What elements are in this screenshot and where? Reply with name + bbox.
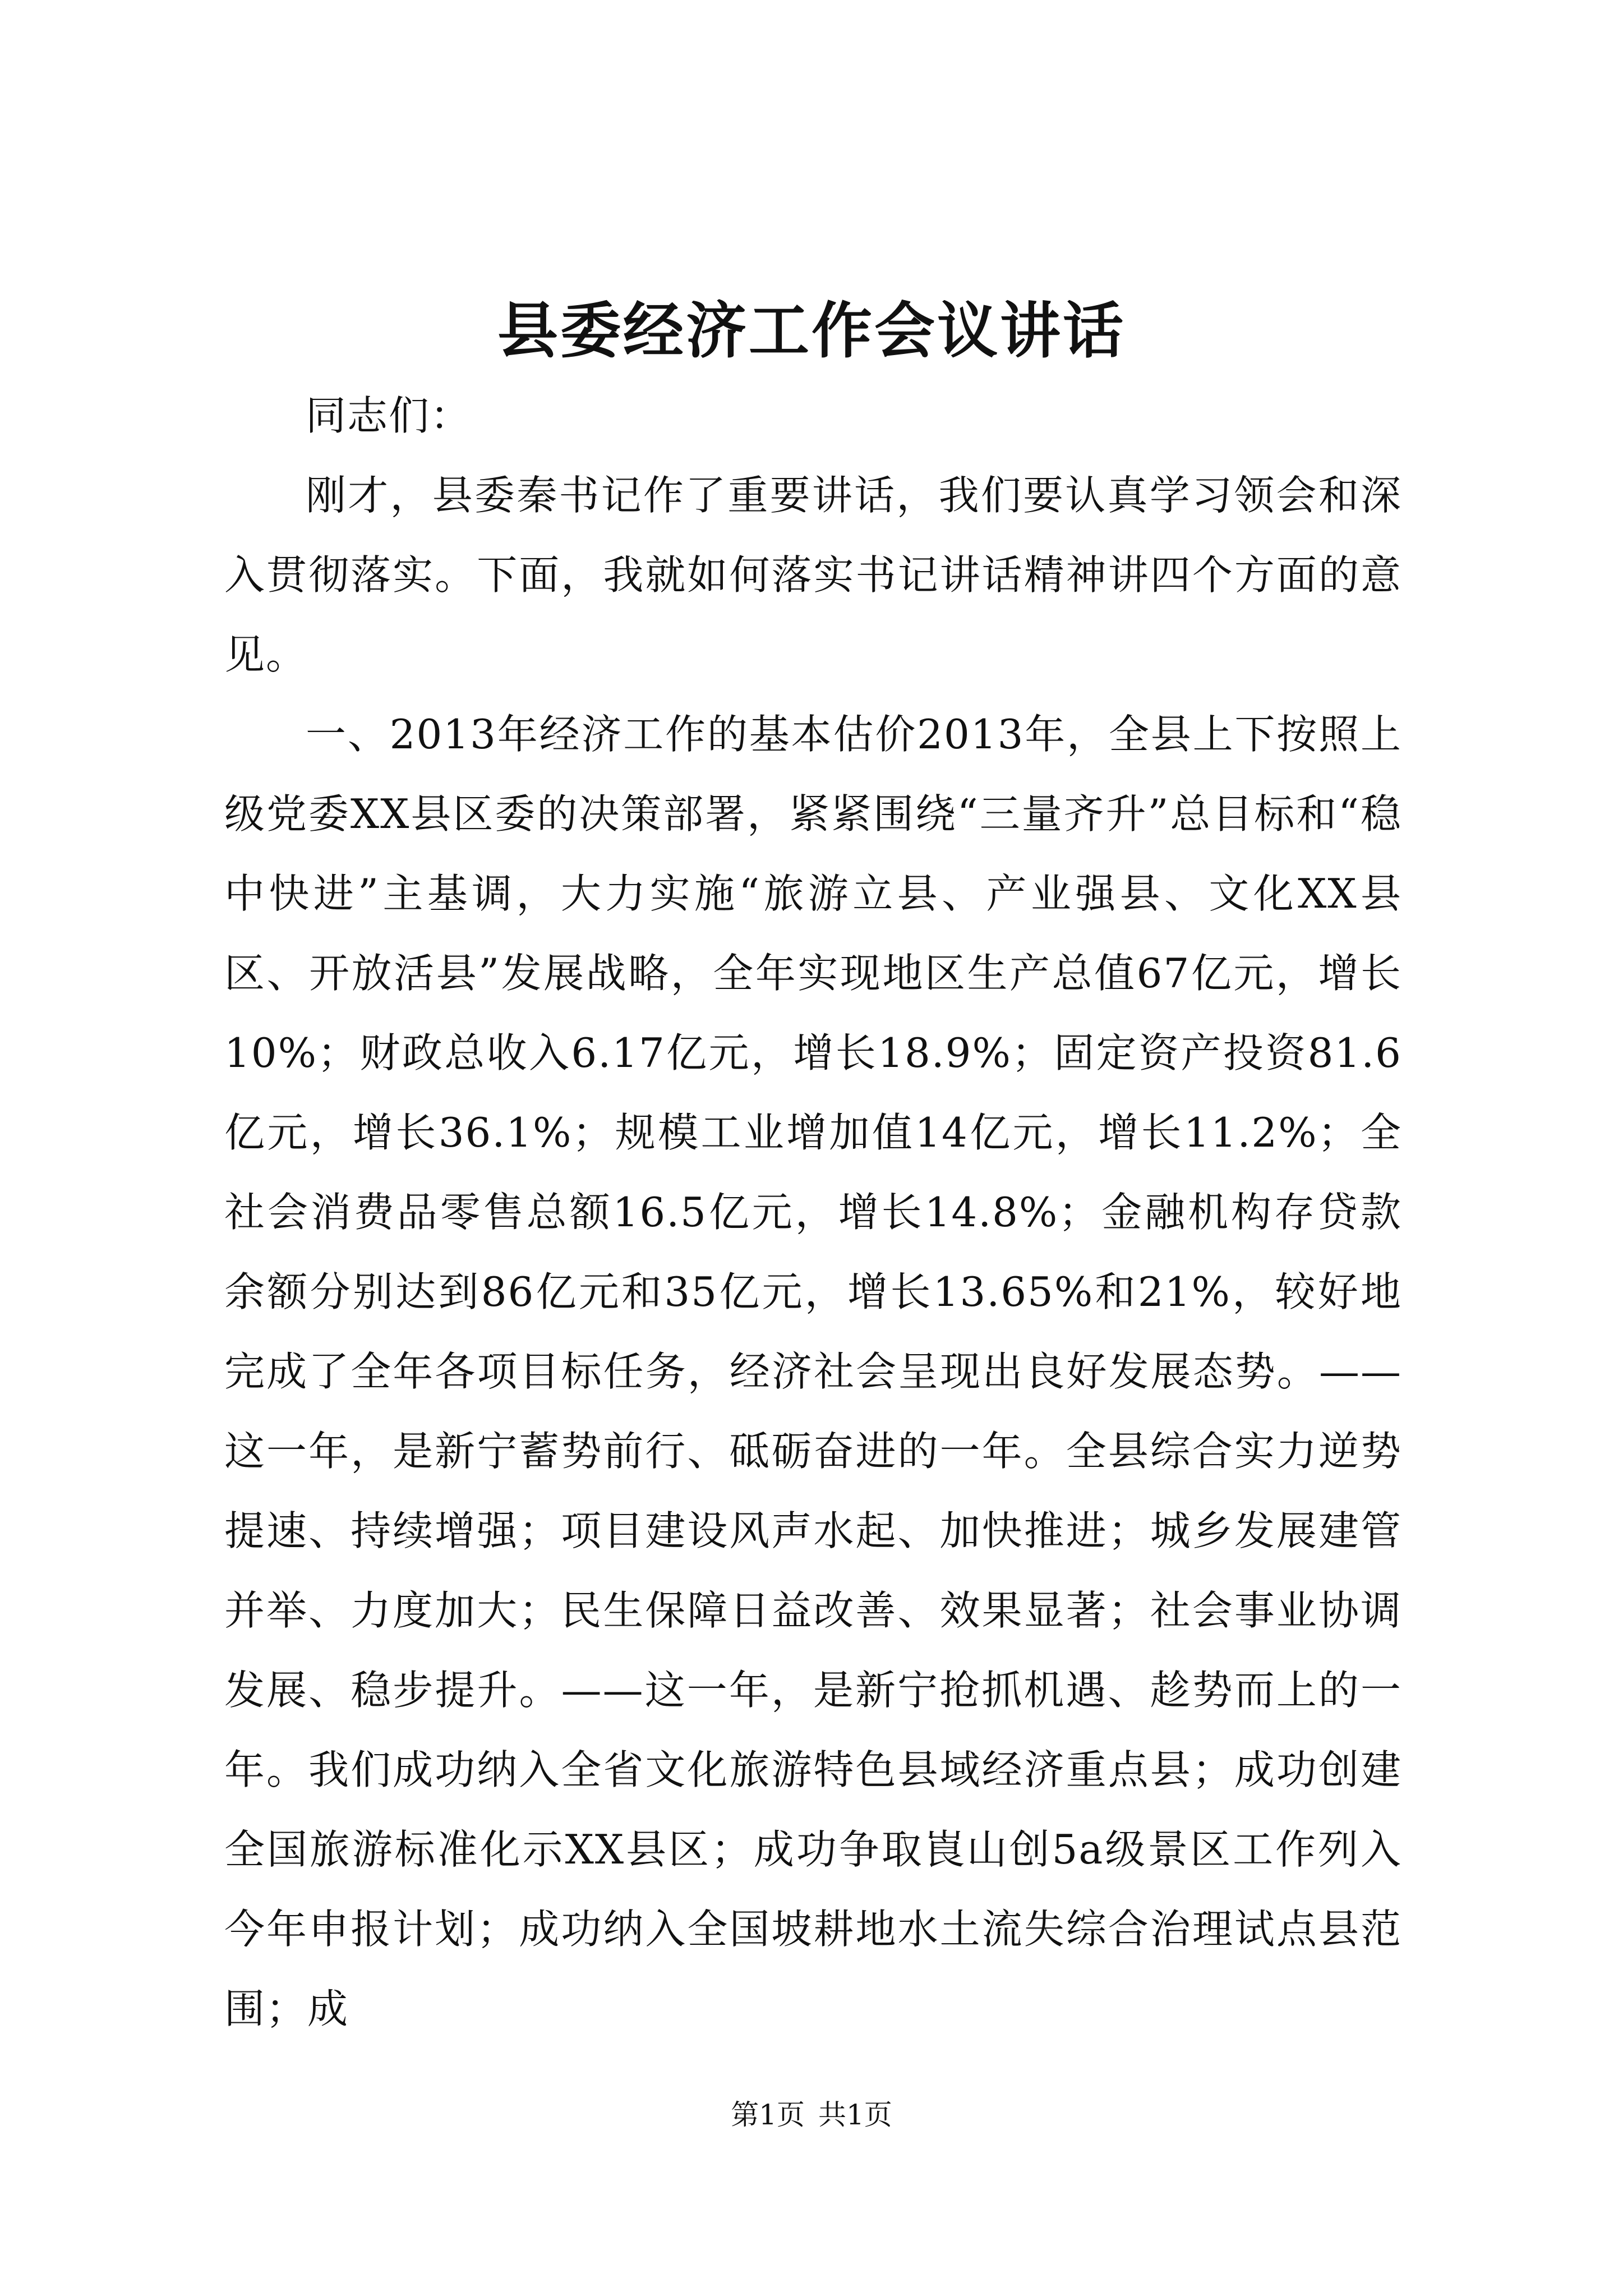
document-body [224,376,1402,2049]
paragraph-section-one: 一、2013年经济工作的基本估价2013年，全县上下按照上级党委XX县区委的决策部署，紧紧围绕“三量齐升”总目标和“稳中快进”主基调，大力实施“旅游立县、产业强县、文化XX县区、开放活县”发展战略，全年实现地区生产总值67亿元，增长10%；财政总收入6.17亿元，增长18.9%；固定资产投资81.6亿元，增长36.1%；规模工业增加值14亿元，增长11.2%；全社会消费品零售总额16.5亿元，增长14.8%；金融机构存贷款余额分别达到86亿元和35亿元，增长13.65%和21%，较好地完成了全年各项目标任务，经济社会呈现出良好发展态势。——这一年，是新宁蓄势前行、砥砺奋进的一年。全县综合实力逆势提速、持续增强；项目建设风声水起、加快推进；城乡发展建管并举、力度加大；民生保障日益改善、效果显著；社会事业协调发展、稳步提升。——这一年，是新宁抢抓机遇、趁势而上的一年。我们成功纳入全省文化旅游特色县域经济重点县；成功创建全国旅游标准化示XX县区；成功争取崀山创5a级景区工作列入今年申报计划；成功纳入全国坡耕地水土流失综合治理试点县范围；成 [224,711,1402,2032]
page-total: 共1页 [818,2099,892,2131]
paragraph-intro: 刚才，县委秦书记作了重要讲话，我们要认真学习领会和深入贯彻落实。下面，我就如何落实书记讲话精神讲四个方面的意见。 [224,472,1402,678]
page-number: 第1页 [731,2099,805,2131]
document-title: 县委经济工作会议讲话 [497,296,1126,366]
page-footer [0,2098,1623,2132]
greeting-line: 同志们： [306,392,472,439]
